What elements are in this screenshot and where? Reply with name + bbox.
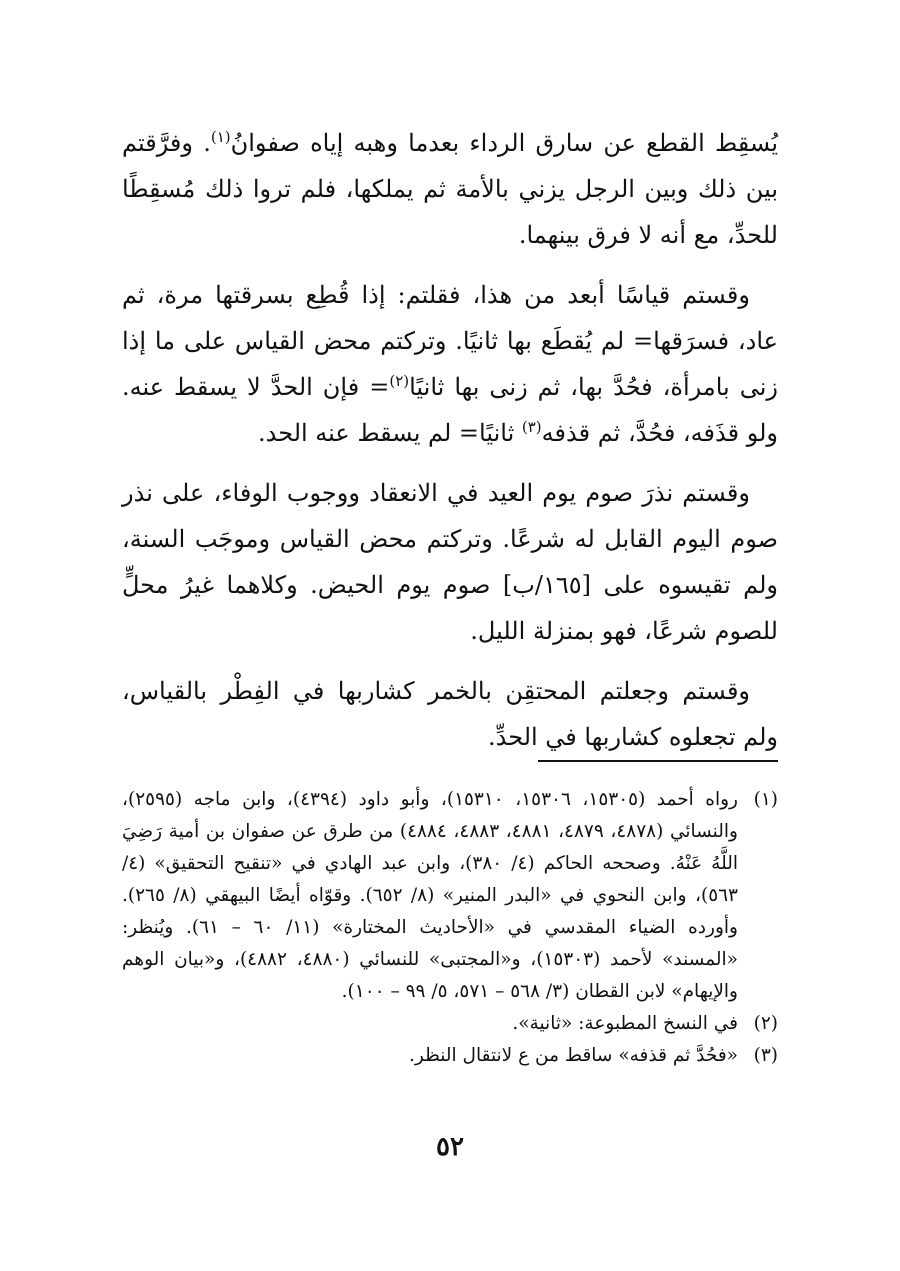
footnote-ref-2: (٢) [389,372,410,390]
paragraph-text: يُسقِط القطع عن سارق الرداء بعدما وهبه إياه صفوانُ [230,129,778,157]
footnote-1 [122,784,778,1008]
paragraph-4 [122,668,778,760]
footnote-text: «فحُدَّ ثم قذفه» ساقط من ع لانتقال النظر. [409,1045,738,1066]
footnote-separator [538,760,778,762]
footnote-number: (٣) [753,1045,778,1066]
paragraph-3 [122,470,778,654]
footnotes [122,784,778,1072]
footnote-text: رواه أحمد (١٥٣٠٥، ١٥٣٠٦، ١٥٣١٠)، وأبو داود (٤٣٩٤)، وابن ماجه (٢٥٩٥)، والنسائي (٤٨٧٨، ٤٨٧٩، ٤٨٨١، ٤٨٨٣، ٤٨٨٤) من طرق عن صفوان بن أمية رَضِيَ اللَّهُ عَنْهُ. وصححه الحاكم (٤/ ٣٨٠)، وابن عبد الهادي في «تنقيح التحقيق» (٤/ ٥٦٣)، وابن النحوي في «البدر المنير» (٨/ ٦٥٢). وقوّاه أيضًا البيهقي (٨/ ٢٦٥). وأورده الضياء المقدسي في «الأحاديث المختارة» (١١/ ٦٠ – ٦١). ويُنظر: «المسند» لأحمد (١٥٣٠٣)، و«المجتبى» للنسائي (٤٨٨٠، ٤٨٨٢)، و«بيان الوهم والإيهام» لابن القطان (٣/ ٥٦٨ – ٥٧١، ٥/ ٩٩ – ١٠٠). [122,789,738,1002]
paragraph-text: = فإن الحدَّ لا يسقط عنه. ولو قذَفه، فحُدَّ، ثم قذفه [122,373,778,447]
main-text [122,120,778,774]
paragraph-1 [122,120,778,258]
footnote-number: (١) [753,789,778,810]
paragraph-text: وقستم نذرَ صوم يوم العيد في الانعقاد ووجوب الوفاء، على نذر صوم اليوم القابل له شرعًا. وتركتم محض القياس وموجَب السنة، ولم تقيسوه على [١٦٥/ب] صوم يوم الحيض. وكلاهما غيرُ محلٍّ للصوم شرعًا، فهو بمنزلة الليل. [122,479,779,645]
footnote-number: (٢) [753,1013,778,1034]
paragraph-text: ثانيًا= لم يسقط عنه الحد. [257,419,522,447]
paragraph-2 [122,272,778,456]
paragraph-text: وقستم وجعلتم المحتقِن بالخمر كشاربها في الفِطْر بالقياس، ولم تجعلوه كشاربها في الحدِّ. [122,677,778,751]
footnote-2 [122,1008,778,1040]
paragraph-text: وقستم قياسًا أبعد من هذا، فقلتم: إذا قُطِع بسرقتها مرة، ثم عاد، فسرَقها= لم يُقطَع بها ثانيًا. وتركتم محض القياس على ما إذا زنى بامرأة، فحُدَّ بها، ثم زنى بها ثانيًا [122,281,778,401]
footnote-3 [122,1040,778,1072]
page-number: ٥٢ [436,1132,464,1162]
paragraph-text: . وفرَّقتم بين ذلك وبين الرجل يزني بالأمة ثم يملكها، فلم تروا ذلك مُسقِطًا للحدِّ، مع أنه لا فرق بينهما. [122,129,778,249]
footnote-ref-1: (١) [210,128,231,146]
footnote-ref-3: (٣) [521,418,542,436]
footnote-text: في النسخ المطبوعة: «ثانية». [512,1013,738,1034]
